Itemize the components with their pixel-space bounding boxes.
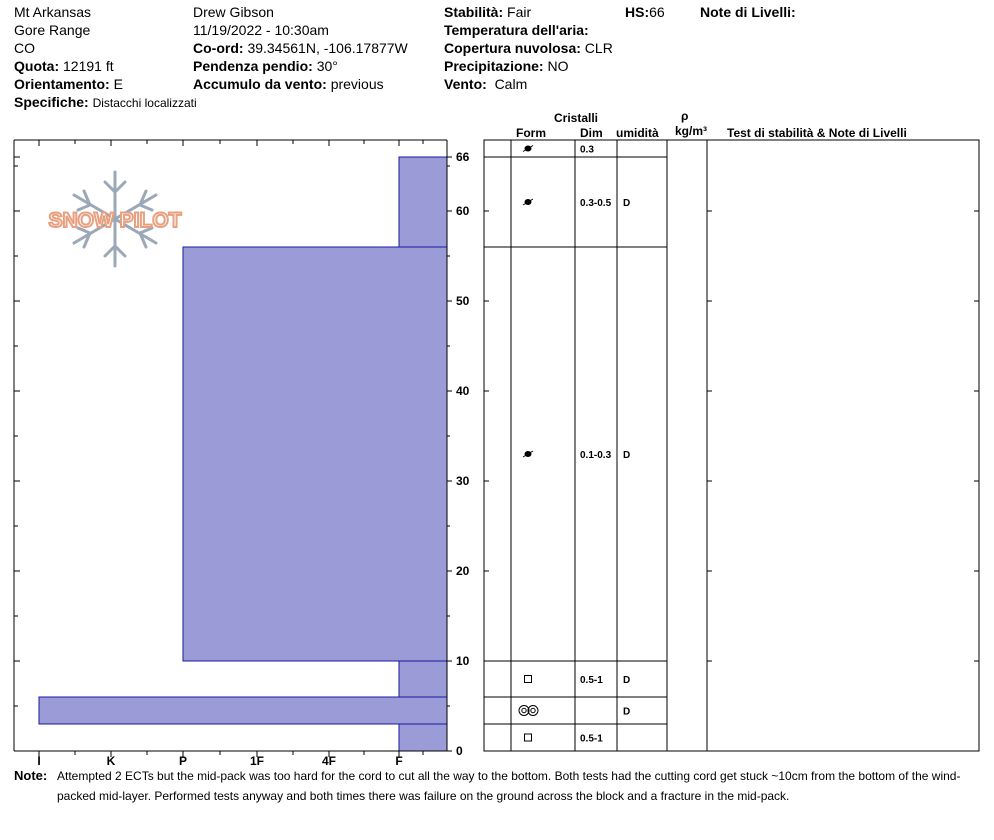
stability-label: Stabilità: — [444, 4, 504, 20]
precip-label: Precipitazione: — [444, 58, 544, 74]
observation-note — [14, 766, 974, 806]
wind-load-value: previous — [330, 76, 384, 92]
datetime: 11/19/2022 - 10:30am — [193, 22, 329, 38]
elevation-label: Quota: — [14, 58, 60, 74]
depth-label: 30 — [456, 474, 470, 488]
depth-label: 50 — [456, 294, 470, 308]
specifics-value: Distacchi localizzati — [92, 96, 197, 110]
location: Mt Arkansas — [14, 4, 92, 20]
depth-label: 10 — [456, 654, 470, 668]
specifics-label: Specifiche: — [14, 94, 89, 110]
slope-label: Pendenza pendio: — [193, 58, 313, 74]
size-value: 0.5-1 — [580, 675, 603, 686]
size-value: 0.1-0.3 — [580, 450, 612, 461]
crystals-header: Cristalli — [554, 111, 599, 125]
coord-label: Co-ord: — [193, 40, 244, 56]
hardness-label: P — [178, 754, 188, 768]
hardness-label: F — [395, 754, 403, 768]
melt-form-icon-2-inner — [531, 708, 535, 712]
cloud-value: CLR — [584, 40, 613, 56]
state: CO — [14, 40, 35, 56]
hs-value: 66 — [649, 4, 665, 20]
depth-label: 0 — [456, 744, 463, 758]
melt-form-icon-inner — [522, 708, 526, 712]
precip-value: NO — [547, 58, 569, 74]
coord-value: 39.34561N, -106.17877W — [247, 40, 408, 56]
moisture-value: D — [623, 706, 631, 718]
depth-label: 66 — [456, 150, 470, 164]
hardness-label: K — [106, 754, 116, 768]
hardness-bar — [399, 724, 447, 751]
slope-value: 30° — [316, 58, 338, 74]
hardness-bar — [399, 661, 447, 697]
depth-label: 40 — [456, 384, 470, 398]
depth-label: 20 — [456, 564, 470, 578]
faceted-crystal-icon — [525, 676, 532, 683]
depth-label: 60 — [456, 204, 470, 218]
hardness-label: I — [37, 754, 41, 768]
hardness-bar — [183, 247, 447, 661]
range: Gore Range — [14, 22, 91, 38]
observer: Drew Gibson — [193, 4, 274, 20]
stability-value: Fair — [507, 4, 532, 20]
form-header: Form — [516, 126, 546, 140]
size-value: 0.5-1 — [580, 733, 603, 745]
rho-header: ρ — [681, 109, 689, 123]
hs-label: HS: — [625, 4, 650, 20]
size-value: 0.3-0.5 — [580, 198, 612, 209]
note-label: Note: — [14, 768, 48, 783]
tests-header: Test di stabilità & Note di Livelli — [727, 126, 907, 140]
hardness-label: 4F — [321, 754, 337, 768]
cloud-label: Copertura nuvolosa: — [444, 40, 581, 56]
hardness-bar — [39, 697, 447, 724]
hardness-label: 1F — [249, 754, 265, 768]
watermark-text: SNOW PILOT — [48, 209, 182, 232]
moisture-value: D — [623, 450, 631, 461]
size-value: 0.3 — [580, 144, 594, 156]
wind-load-label: Accumulo da vento: — [193, 76, 327, 92]
wind-value: Calm — [494, 76, 528, 92]
hardness-bar — [399, 157, 447, 247]
layer-notes-label: Note di Livelli: — [700, 4, 796, 20]
moisture-value: D — [623, 198, 631, 209]
wind-label: Vento: — [444, 76, 487, 92]
faceted-crystal-icon — [525, 734, 532, 741]
density-unit-header: kg/m³ — [675, 124, 708, 138]
moisture-value: D — [623, 675, 631, 686]
snowpilot-logo — [49, 172, 182, 266]
moisture-header: umidità — [616, 126, 659, 140]
aspect-value: E — [113, 76, 123, 92]
note-text: Attempted 2 ECTs but the mid-pack was too hard for the cord to cut all the way to the bottom. Both tests had the cutting cord get stuck ~10cm from the bottom of the wind-packed mid-layer. Performed tests anyway and both times there was failure on the ground across the block and a fracture in the mid-pack. — [57, 769, 961, 803]
air-temp-label: Temperatura dell'aria: — [444, 22, 589, 38]
elevation-value: 12191 ft — [63, 58, 114, 74]
size-header: Dim — [580, 126, 603, 140]
aspect-label: Orientamento: — [14, 76, 110, 92]
layer-table-frame — [484, 140, 979, 751]
